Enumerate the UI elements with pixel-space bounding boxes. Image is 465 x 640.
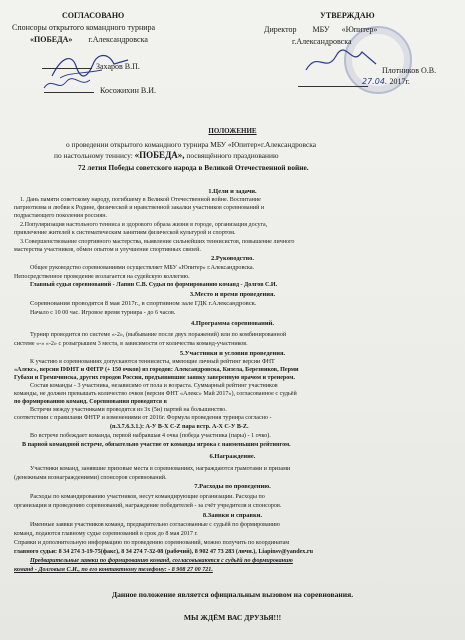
approved-tournament-name: «ПОБЕДА» — [30, 35, 73, 44]
s3-line: Соревнования проводятся 8 мая 2017г., в спортивном зале ГДК г.Александровск. — [30, 300, 257, 307]
section-8-heading: 8.Заявки и справки. — [202, 512, 263, 519]
s8-line: Предварительные заявки по формированию команд, согласовываются с судьёй по формированию — [30, 558, 293, 564]
approved-heading: СОГЛАСОВАНО — [62, 11, 125, 20]
confirm-line1 — [264, 25, 377, 34]
section-6-heading: 6.Награждение. — [209, 453, 256, 460]
section-2-heading: 2.Руководство. — [210, 255, 255, 262]
s6-line: (денежными вознаграждениями) спонсоров соревнований. — [14, 475, 167, 481]
s2-line: Общее руководство соревнованиями осуществляет МБУ «Юпитер» г.Александровска. — [30, 265, 255, 271]
title-line1: о проведении открытого командного турнира МБУ «Юпитер»г.Александровска — [66, 140, 316, 149]
date-line — [298, 86, 368, 87]
s8-line: Именные заявки участников команд, предварительно согласованные с судьёй по формированию — [30, 522, 280, 528]
confirm-date — [362, 77, 410, 86]
s5-line: Встречи между участниками проводятся из 3х (5и) партий на большинство. — [30, 407, 227, 413]
s5-line: К участию в соревнованиях допускаются теннисисты, имеющие личный рейтинг версии ФНТ — [30, 359, 275, 365]
director-signature — [300, 46, 380, 80]
title-line2 — [54, 150, 278, 160]
approved-city: г.Александровска — [88, 35, 148, 44]
s8-line: команд - Долговым С.И., по его контактному телефону: - 8 908 27 00 721. — [14, 567, 213, 573]
s5-line: по формированию команд. Соревнования проводятся в — [14, 399, 167, 405]
title-line3: 72 летия Победы советского народа в Великой Отечественной войне. — [78, 163, 309, 172]
s4-line: системе «-» «-2» с розыгрышем 3 места, в зависимости от количества команд-участников. — [14, 341, 248, 347]
s5-line: «Алекс», версии ПФНТ и ФНТР (+ 150 очков) из городов: Александровска, Кизела, Березников, Перми — [14, 367, 299, 373]
s2-line: Главный судья соревнований - Лапин С.В. Судья по формированию команд - Долгов С.И. — [30, 282, 278, 288]
confirm-date-handwritten: 27.04. — [362, 77, 388, 86]
section-1-heading: 1.Цели и задачи. — [208, 188, 257, 195]
s3-line: Начало с 10 00 час. Игровое время турнира - до 6 часов. — [30, 310, 176, 316]
s1-line: патриотизма и любви к Родине, физической и нравственной закалки участников соревнований и — [14, 205, 265, 211]
section-3-heading: 3.Место и время проведения. — [189, 291, 276, 298]
s2-line: Непосредственное проведение возлагается на судейскую коллегию. — [14, 274, 190, 280]
document-title: ПОЛОЖЕНИЕ — [208, 127, 257, 135]
s8-line: команд, подаются главному судье соревнований в срок до 8 мая 2017 г. — [14, 531, 198, 537]
s7-line: организации и проведению соревнований, награждение победителей - за счёт учредителя и спонсоров. — [14, 503, 282, 509]
approved-sig1: Захаров В.П. — [96, 62, 140, 71]
confirm-sig: Плотников О.В. — [382, 66, 437, 75]
s5-line: Состав команды - 3 участника, независимо от пола и возраста. Суммарный рейтинг участников — [30, 383, 278, 389]
s5-formula: (п.3.7.6.3.1.): А-У В-Х С-Z пара встр. А-Х С-У В-Z. — [110, 424, 249, 430]
closing-greeting: МЫ ЖДЁМ ВАС ДРУЗЬЯ!!! — [183, 613, 282, 622]
section-7-heading: 7.Расходы по проведению. — [194, 483, 271, 490]
approved-line1: Спонсоры открытого командного турнира — [12, 23, 156, 32]
title-tournament: «ПОБЕДА», — [134, 150, 185, 160]
s5-line: Губахи и Гремячинска, других городов России, предъявившие заявку заверенную врачом и тренером. — [14, 375, 295, 381]
confirm-mbu: МБУ — [312, 25, 330, 34]
signature-line-1 — [42, 68, 92, 69]
title-sport: по настольному теннису: — [54, 151, 133, 160]
official-invitation: Данное положение является официальным вызовом на соревнования. — [111, 590, 354, 599]
s7-line: Расходы по командированию участников, несут командирующие организации. Расходы по — [30, 494, 265, 500]
s5-line: соответствии с правилами ФНТР и изменениями от 2016г. Формула проведения турнира согласно - — [14, 415, 272, 421]
section-5-heading: 5.Участники и условия проведения. — [179, 350, 286, 357]
s8-line: Справки и дополнительную информацию по проведению соревнований, можно получить по координатам — [14, 540, 290, 546]
confirm-date-year: 2017г. — [389, 77, 410, 86]
confirm-heading: УТВЕРЖДАЮ — [320, 11, 375, 20]
section-4-heading: 4.Программа соревнований. — [191, 320, 274, 327]
s1-line: 2.Популяризация настольного тенниса и здорового образа жизни в городе, организация досуга, — [20, 222, 268, 228]
signature-line-2 — [44, 92, 94, 93]
confirm-director: Директор — [264, 25, 297, 34]
s1-line: 1. Дань памяти советскому народу, погибшему в Великой Отечественной войне. Воспитание — [20, 197, 261, 203]
approved-sig2: Косожихин В.И. — [100, 86, 156, 95]
s5-line: Во встрече побеждает команда, первой набравшая 4 очка (победа участника (пары) - 1 очко). — [30, 433, 271, 439]
s1-line: 3.Совершенствование спортивного мастерства, выявление сильнейших теннисистов, повышение личного — [20, 239, 295, 245]
s1-line: мастерства участников, обмен опытом и улучшение спортивных связей. — [14, 247, 201, 253]
s5-line: В парной командной встрече, обязательно участие от команды игрока с наименьшим рейтингом. — [22, 442, 291, 448]
s1-line: подрастающего поколения россиян. — [14, 213, 108, 219]
s6-line: Участники команд, занявшие призовые места в соревнованиях, награждаются грамотами и призами — [30, 466, 291, 472]
confirm-org: «Юпитер» — [341, 25, 378, 34]
s5-line: команды, не должен превышать количество очков (версия ФНТ «Алекс» Май 2017»), согласованное с судьёй — [14, 391, 297, 397]
s4-line: Турнир проводится по системе «-2», (выбывание после двух поражений) или по комбинированной — [30, 332, 287, 338]
s1-line: привлечение жителей к систематическим занятиям физической культурой и спортом. — [14, 230, 236, 236]
s8-line: главного судьи: 8 34 274 3-19-75(факс), 8 34 274 7-32-08 (рабочий), 8 902 47 73 283 (личн.), Liapinsv@yandex.ru — [14, 549, 313, 555]
title-dedication: посвящённого празднованию — [186, 151, 279, 160]
approved-line2 — [30, 35, 148, 44]
confirm-line2: г.Александровска — [292, 37, 352, 46]
